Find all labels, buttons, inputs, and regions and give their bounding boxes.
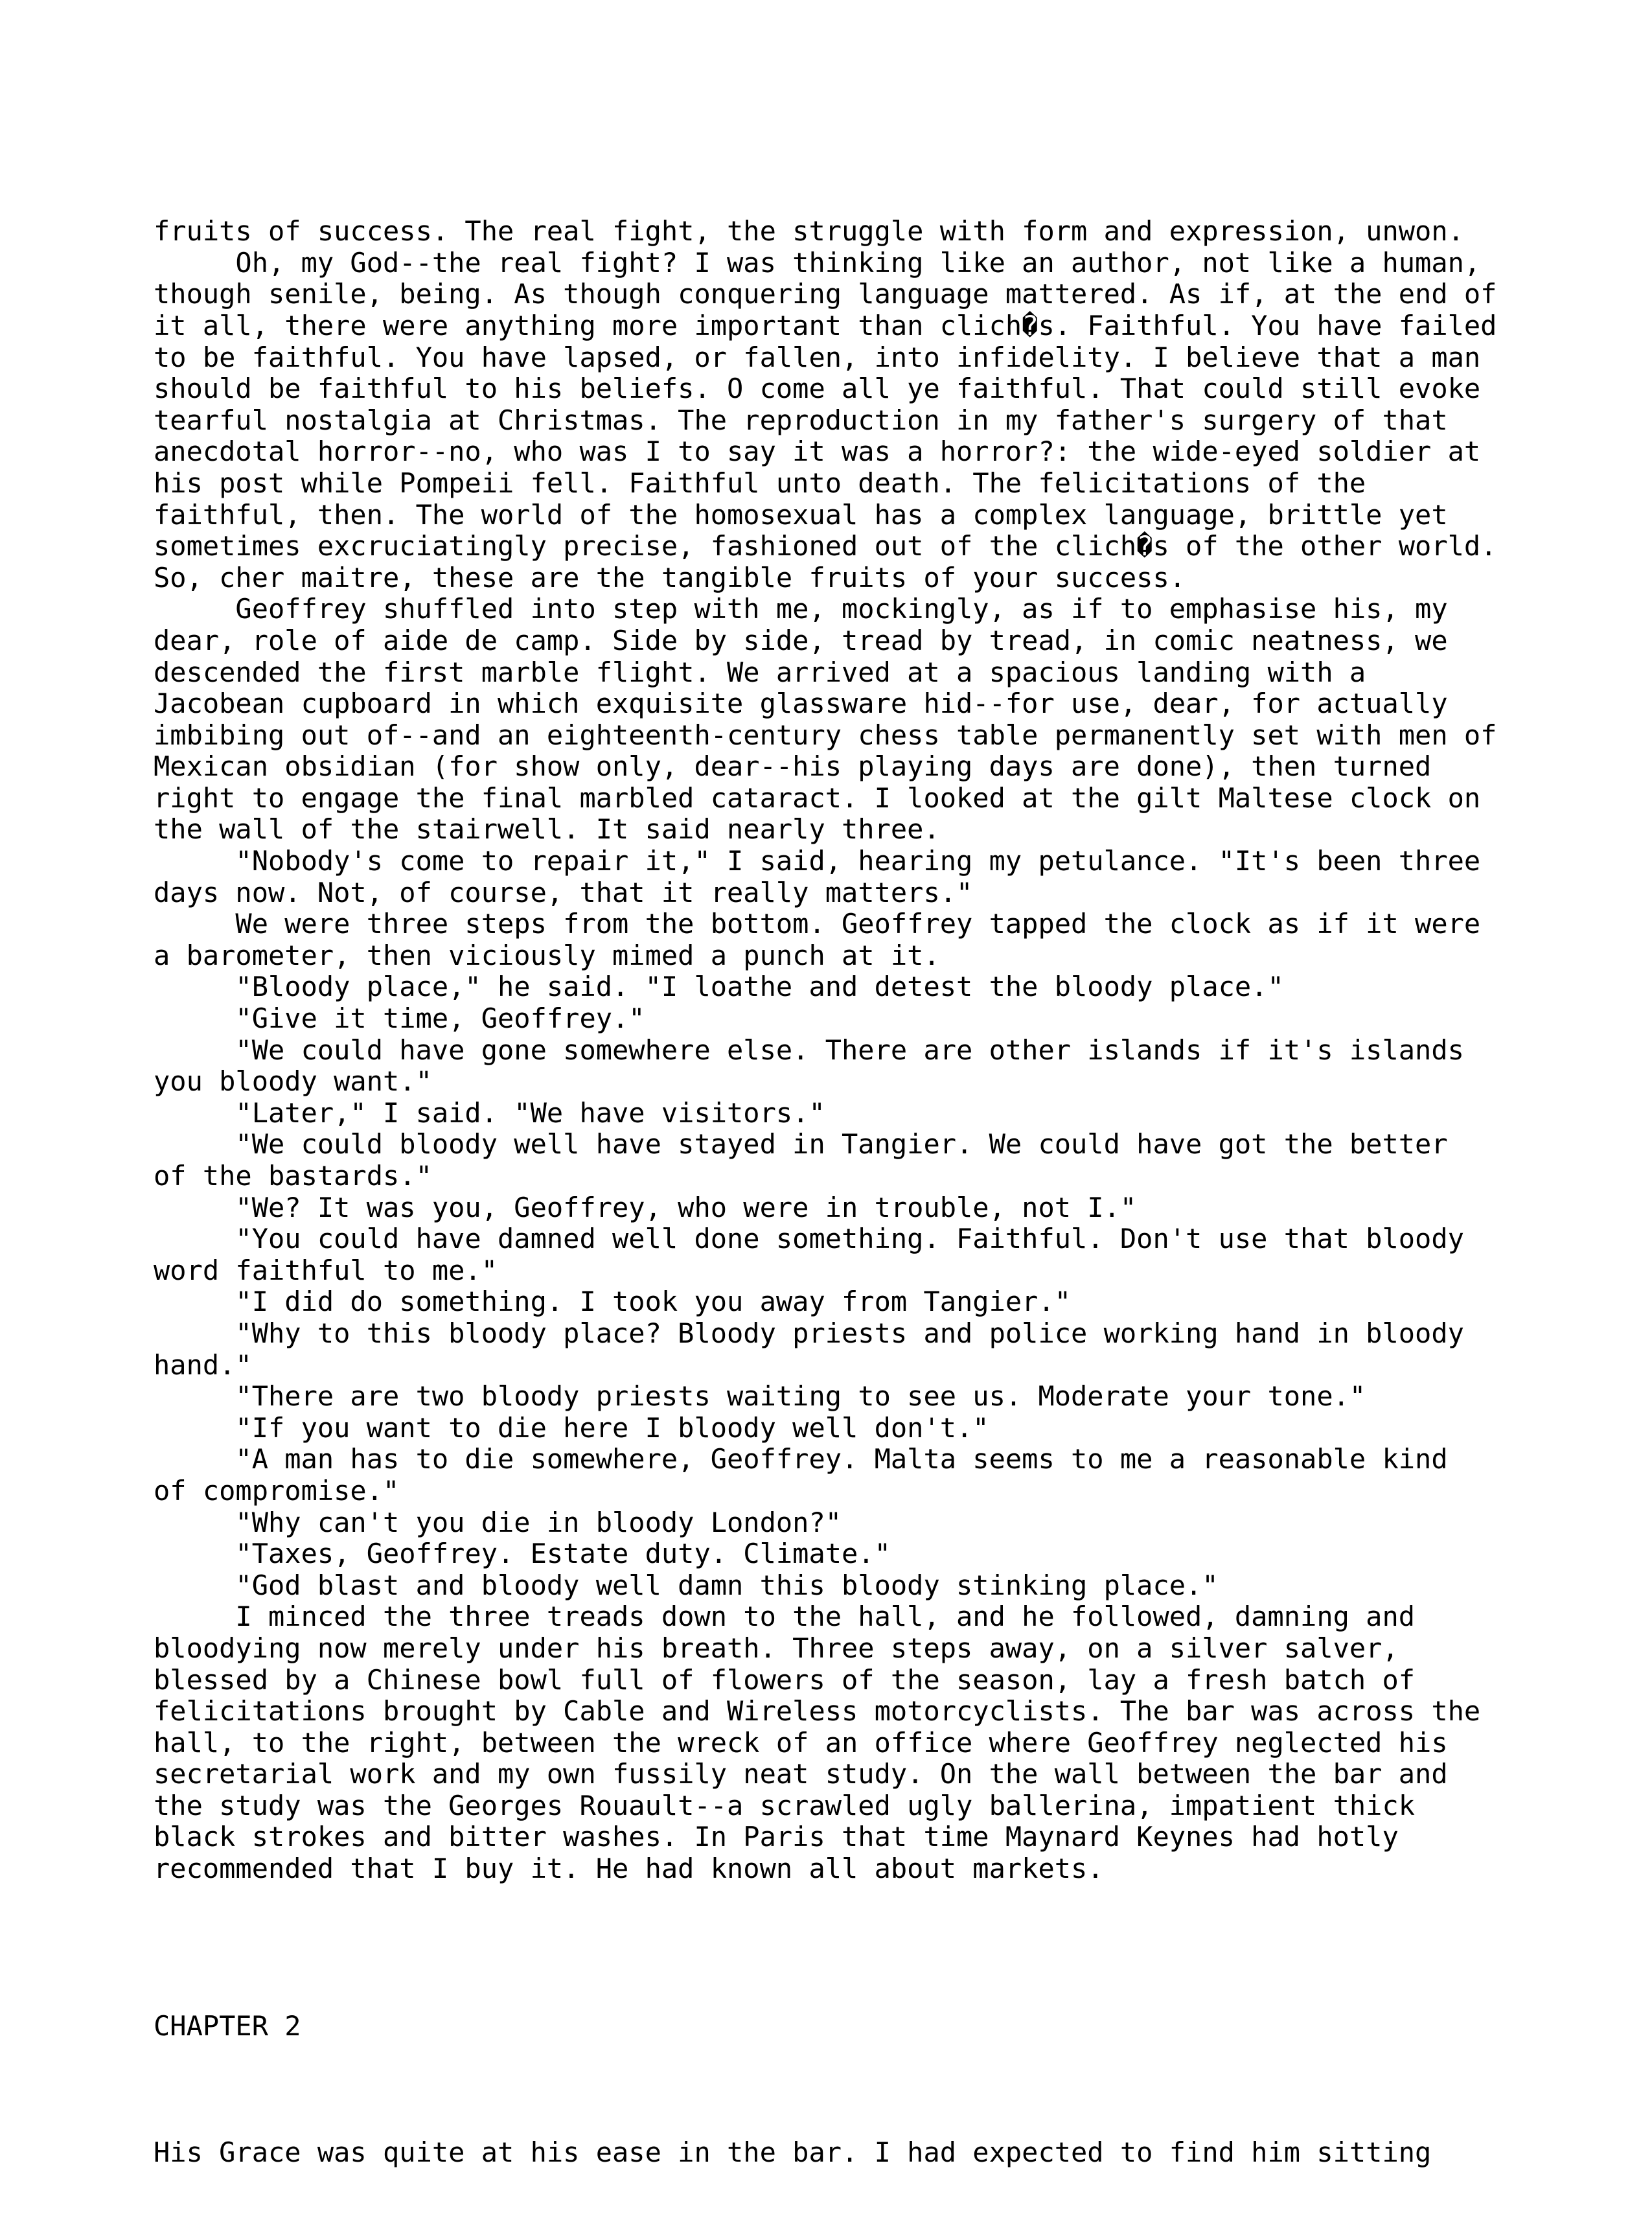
text-line: his post while Pompeii fell. Faithful unto death. The felicitations of the: [154, 467, 1366, 499]
text-line: faithful, then. The world of the homosexual has a complex language, brittle yet: [154, 498, 1448, 531]
text-line: "We could have gone somewhere else. There are other islands if it's islands: [154, 1034, 1464, 1066]
text-line: the wall of the stairwell. It said nearly three.: [154, 813, 940, 846]
text-line: though senile, being. As though conquering language mattered. As if, at the end of: [154, 278, 1497, 310]
text-line: Mexican obsidian (for show only, dear--his playing days are done), then turned: [154, 750, 1432, 783]
text-line: "Bloody place," he said. "I loathe and detest the bloody place.": [154, 971, 1284, 1003]
text-line: descended the first marble flight. We arrived at a spacious landing with a: [154, 656, 1366, 688]
text-line: a barometer, then viciously mimed a punch at it.: [154, 939, 940, 971]
chapter-heading: CHAPTER 2: [154, 2009, 301, 2042]
body-text: [154, 216, 1508, 1884]
text-line: "You could have damned well done something. Faithful. Don't use that bloody: [154, 1223, 1464, 1255]
text-line: fruits of success. The real fight, the struggle with form and expression, unwon.: [154, 215, 1464, 248]
text-line: "There are two bloody priests waiting to see us. Moderate your tone.": [154, 1380, 1366, 1413]
text-line: So, cher maitre, these are the tangible fruits of your success.: [154, 561, 1186, 594]
text-line: "I did do something. I took you away from Tangier.": [154, 1286, 1072, 1318]
text-line: "We? It was you, Geoffrey, who were in trouble, not I.": [154, 1191, 1137, 1223]
text-line: should be faithful to his beliefs. O come all ye faithful. That could still evoke: [154, 373, 1481, 405]
text-line: "Later," I said. "We have visitors.": [154, 1096, 825, 1129]
text-line: "Nobody's come to repair it," I said, hearing my petulance. "It's been three: [154, 845, 1481, 877]
text-line: days now. Not, of course, that it really matters.": [154, 876, 973, 908]
text-line: "A man has to die somewhere, Geoffrey. Malta seems to me a reasonable kind: [154, 1443, 1448, 1475]
text-line: secretarial work and my own fussily neat study. On the wall between the bar and: [154, 1758, 1448, 1790]
text-line: Jacobean cupboard in which exquisite glassware hid--for use, dear, for actually: [154, 688, 1448, 720]
text-line: sometimes excruciatingly precise, fashioned out of the clich�s of the other world.: [154, 530, 1497, 562]
text-line: of the bastards.": [154, 1160, 432, 1192]
text-line: "Give it time, Geoffrey.": [154, 1002, 645, 1035]
text-line: word faithful to me.": [154, 1254, 498, 1286]
text-line: hand.": [154, 1348, 252, 1381]
text-line: Geoffrey shuffled into step with me, mockingly, as if to emphasise his, my: [154, 593, 1448, 625]
text-line: dear, role of aide de camp. Side by side, tread by tread, in comic neatness, we: [154, 624, 1448, 656]
text-line: the study was the Georges Rouault--a scrawled ugly ballerina, impatient thick: [154, 1789, 1416, 1821]
text-line: to be faithful. You have lapsed, or fallen, into infidelity. I believe that a man: [154, 341, 1481, 373]
text-line: "Why to this bloody place? Bloody priests and police working hand in bloody: [154, 1317, 1464, 1349]
text-line: right to engage the final marbled cataract. I looked at the gilt Maltese clock on: [154, 781, 1481, 814]
text-line: bloodying now merely under his breath. Three steps away, on a silver salver,: [154, 1632, 1399, 1664]
chapter-opening-line: His Grace was quite at his ease in the bar. I had expected to find him sitting: [154, 2136, 1432, 2168]
document-text: [154, 153, 1508, 2231]
text-line: hall, to the right, between the wreck of an office where Geoffrey neglected his: [154, 1726, 1448, 1759]
text-line: tearful nostalgia at Christmas. The reproduction in my father's surgery of that: [154, 404, 1448, 436]
text-line: I minced the three treads down to the hall, and he followed, damning and: [154, 1601, 1416, 1633]
text-line: "Taxes, Geoffrey. Estate duty. Climate.": [154, 1538, 891, 1570]
text-line: you bloody want.": [154, 1065, 432, 1098]
text-line: imbibing out of--and an eighteenth-century chess table permanently set with men of: [154, 719, 1497, 751]
text-line: it all, there were anything more important than clich�s. Faithful. You have failed: [154, 309, 1497, 341]
text-line: "God blast and bloody well damn this bloody stinking place.": [154, 1569, 1219, 1601]
text-line: black strokes and bitter washes. In Paris that time Maynard Keynes had hotly: [154, 1821, 1399, 1853]
text-line: "If you want to die here I bloody well don't.": [154, 1411, 989, 1444]
text-line: felicitations brought by Cable and Wireless motorcyclists. The bar was across the: [154, 1695, 1481, 1728]
text-line: "Why can't you die in bloody London?": [154, 1506, 842, 1538]
text-line: We were three steps from the bottom. Geoffrey tapped the clock as if it were: [154, 908, 1481, 940]
text-line: blessed by a Chinese bowl full of flowers of the season, lay a fresh batch of: [154, 1663, 1416, 1696]
text-line: Oh, my God--the real fight? I was thinking like an author, not like a human,: [154, 246, 1481, 279]
text-line: "We could bloody well have stayed in Tangier. We could have got the better: [154, 1128, 1448, 1161]
text-line: anecdotal horror--no, who was I to say it was a horror?: the wide-eyed soldier at: [154, 435, 1481, 468]
text-line: of compromise.": [154, 1474, 400, 1507]
text-line: recommended that I buy it. He had known all about markets.: [154, 1853, 1104, 1885]
